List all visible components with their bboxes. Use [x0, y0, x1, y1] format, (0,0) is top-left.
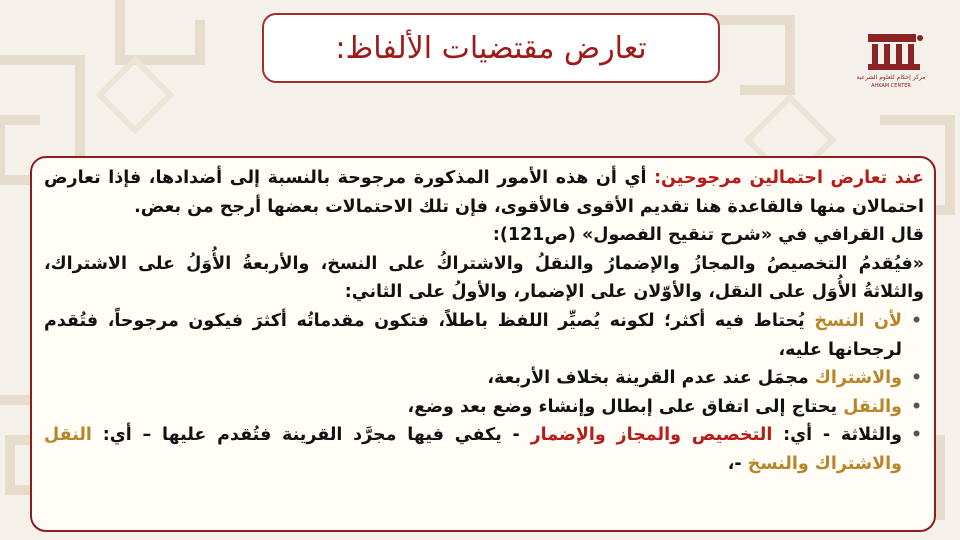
logo-tagline: AHKAM CENTER [871, 83, 911, 89]
content-box [30, 156, 936, 532]
slide-title: تعارض مقتضيات الألفاظ: [335, 30, 647, 66]
logo-mark-icon [858, 30, 928, 74]
list-item [44, 421, 902, 478]
ahkam-logo [836, 30, 946, 94]
point-end: -، [727, 453, 748, 474]
point-text: يُحتاط فيه أكثر؛ لكونه يُصيِّر اللفظ باطلاً، فتكون مقدماتُه أكثرَ فيكون مرجوحاً، فتُقدم لرجحانها عليه، [44, 310, 902, 360]
point-lead: والاشتراك [814, 368, 902, 389]
point-prefix: والثلاثة - أي: [772, 425, 902, 446]
list-item [44, 393, 902, 422]
title-box [262, 13, 720, 83]
point-text: مجمَل عند عدم القرينة بخلاف الأربعة، [487, 368, 815, 389]
point-lead: والنقل [843, 396, 902, 417]
list-item [44, 307, 902, 364]
point-trail: النقل والاشتراك والنسخ [44, 425, 902, 474]
intro-paragraph [44, 164, 924, 221]
list-item [44, 364, 902, 393]
intro-text: أي أن هذه الأمور المذكورة مرجوحة بالنسبة إلى أضدادها، فإذا تعارض احتمالان منها فالقاعدة هنا تقديم الأقوى فالأقوى، فإن تلك الاحتمالات بعضها أرجح من بعض. [44, 168, 924, 217]
point-text: يحتاج إلى اتفاق على إبطال وإنشاء وضع بعد وضع، [407, 396, 844, 417]
citation-line: قال القرافي في «شرح تنقيح الفصول» (ص121): [492, 225, 924, 246]
points-list [44, 307, 924, 479]
point-lead: التخصيص والمجاز والإضمار [530, 425, 773, 446]
quote-paragraph: «فيُقدمُ التخصيصُ والمجازُ والإضمارُ والنقلُ والاشتراكُ على النسخ، والأربعةُ الأُوَلُ على الاشتراك، والثلاثةُ الأُوَل على النقل، والأوّلان على الإضمار، والأولُ على الثاني: [44, 253, 924, 303]
intro-heading: عند تعارض احتمالين مرجوحين: [654, 168, 924, 188]
point-middle: - يكفي فيها مجرَّد القرينة فتُقدم عليها – أي: [91, 425, 531, 446]
logo-subtitle: مركز إحكام للعلوم الشرعية [856, 74, 926, 81]
point-lead: لأن النسخ [814, 310, 902, 331]
